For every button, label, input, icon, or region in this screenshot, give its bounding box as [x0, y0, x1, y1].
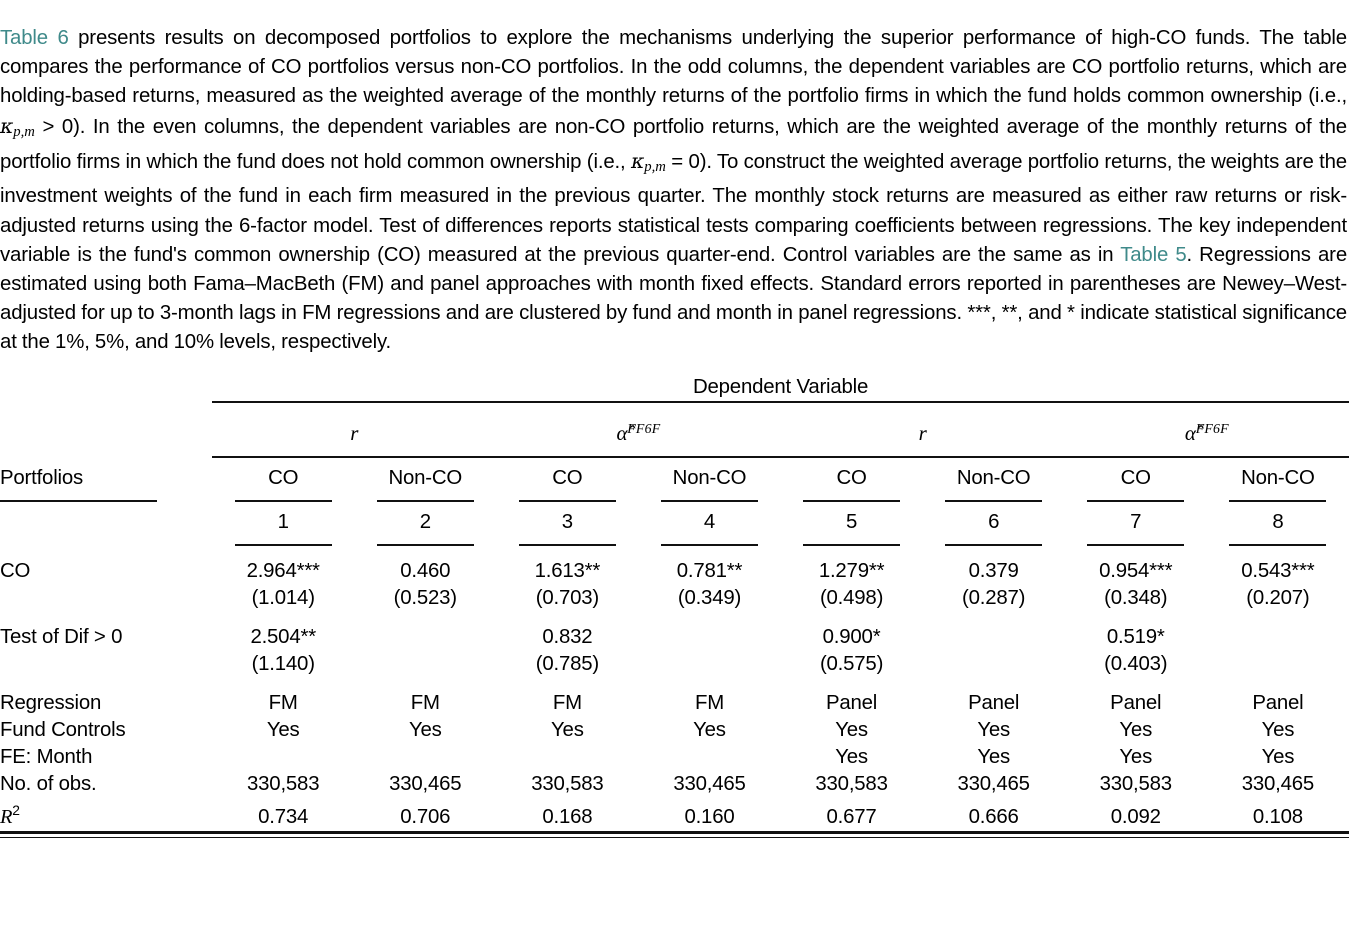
r-symbol-2: r — [918, 420, 927, 445]
regression-2: FM — [410, 691, 440, 714]
table-row — [0, 798, 1349, 833]
r-symbol-1: r — [350, 420, 359, 445]
column-rule-6 — [923, 536, 1065, 546]
group-rule-1 — [212, 448, 496, 458]
rsq-5: 0.677 — [826, 806, 877, 829]
alpha-hat-symbol-2: α̂$^{FF6F}$ — [1184, 420, 1229, 445]
testdif-se-4 — [638, 651, 780, 678]
column-number-1: 1 — [277, 510, 289, 533]
subheader-rule-3 — [496, 492, 638, 502]
bottom-rule — [0, 833, 1349, 838]
group-rule-2 — [496, 448, 780, 458]
subheader-col-6: Non-CO — [956, 466, 1031, 489]
subheader-col-3: CO — [552, 466, 583, 489]
regression-8: Panel — [1252, 691, 1304, 714]
table-6-link[interactable]: Table 6 — [0, 27, 69, 49]
table-row — [0, 771, 1349, 798]
column-rule-4 — [638, 536, 780, 546]
row-label-regression: Regression — [0, 691, 102, 714]
co-coef-7: 0.954*** — [1099, 559, 1173, 582]
group-rule-row — [0, 448, 1349, 458]
column-number-rule-row — [0, 536, 1349, 546]
regression-7: Panel — [1110, 691, 1162, 714]
group-header-alpha-ff6f-1 — [496, 415, 780, 448]
group-rule-3 — [781, 448, 1065, 458]
group-rule-4 — [1065, 448, 1349, 458]
table-row — [0, 717, 1349, 744]
regression-4: FM — [694, 691, 724, 714]
column-number-8: 8 — [1272, 510, 1284, 533]
subheader-col-7: CO — [1120, 466, 1151, 489]
co-se-5: (0.498) — [819, 586, 884, 609]
fundcontrols-6: Yes — [977, 718, 1010, 741]
kappa-subscript-1: p,m — [13, 123, 35, 140]
co-se-8: (0.207) — [1246, 586, 1310, 609]
spacer — [0, 458, 1349, 465]
subheader-rule-1 — [212, 492, 354, 502]
spacer — [0, 612, 1349, 624]
column-rule-8 — [1207, 536, 1349, 546]
results-table-wrapper — [0, 374, 1349, 839]
femonth-4 — [638, 744, 780, 771]
regression-5: Panel — [825, 691, 878, 714]
column-rule-2 — [354, 536, 496, 546]
rsq-1: 0.734 — [258, 806, 309, 829]
subheader-row — [0, 465, 1349, 492]
subheader-rule-6 — [923, 492, 1065, 502]
nobs-4: 330,465 — [673, 772, 746, 795]
row-label-no-of-obs: No. of obs. — [0, 772, 97, 795]
spacer — [0, 403, 1349, 415]
group-header-r-raw — [212, 415, 496, 448]
testdif-coef-4 — [638, 624, 780, 651]
portfolios-rule — [0, 492, 212, 502]
group-header-row — [0, 415, 1349, 448]
column-number-4: 4 — [703, 510, 716, 533]
alpha-hat-symbol-1: α̂$^{FF6F}$ — [616, 420, 661, 445]
dependent-variable-header-row — [0, 374, 1349, 402]
subheader-col-1: CO — [268, 466, 299, 489]
fundcontrols-3: Yes — [551, 718, 584, 741]
fundcontrols-1: Yes — [266, 718, 300, 741]
row-label-co: CO — [0, 559, 31, 582]
table-row — [0, 624, 1349, 651]
column-rule-1 — [212, 536, 354, 546]
femonth-6: Yes — [977, 745, 1010, 768]
fundcontrols-2: Yes — [408, 718, 442, 741]
table-row — [0, 744, 1349, 771]
table-row — [0, 585, 1349, 612]
co-coef-2: 0.460 — [400, 559, 451, 582]
group-header-alpha-ff6f-2 — [1065, 415, 1349, 448]
femonth-2 — [354, 744, 496, 771]
nobs-3: 330,583 — [531, 772, 604, 795]
row-label-fund-controls: Fund Controls — [0, 718, 126, 741]
table-bottom-rule-row — [0, 833, 1349, 838]
femonth-3 — [496, 744, 638, 771]
co-se-6: (0.287) — [962, 586, 1026, 609]
table-caption — [0, 0, 1349, 358]
row-label-r-squared — [0, 798, 212, 833]
table-5-link[interactable]: Table 5 — [1120, 243, 1187, 266]
testdif-se-7: (0.403) — [1104, 652, 1168, 675]
co-coef-6: 0.379 — [968, 559, 1019, 582]
fundcontrols-8: Yes — [1261, 718, 1295, 741]
co-se-2: (0.523) — [393, 586, 457, 609]
femonth-5: Yes — [835, 745, 868, 768]
nobs-5: 330,583 — [815, 772, 888, 795]
subheader-col-2: Non-CO — [388, 466, 463, 489]
co-coef-8: 0.543*** — [1241, 559, 1315, 582]
testdif-coef-6 — [923, 624, 1065, 651]
testdif-se-1: (1.140) — [251, 652, 315, 675]
testdif-coef-5: 0.900* — [822, 625, 881, 648]
co-coef-1: 2.964*** — [246, 559, 320, 582]
dependent-variable-header: Dependent Variable — [693, 375, 869, 398]
testdif-coef-1: 2.504** — [250, 625, 316, 648]
testdif-se-3: (0.785) — [535, 652, 599, 675]
co-se-1: (1.014) — [251, 586, 315, 609]
subheader-rule-2 — [354, 492, 496, 502]
kappa-subscript-2: p,m — [644, 159, 666, 176]
column-rule-3 — [496, 536, 638, 546]
rsq-6: 0.666 — [968, 806, 1019, 829]
column-number-6: 6 — [988, 510, 1000, 533]
nobs-6: 330,465 — [957, 772, 1030, 795]
caption-part-4: . Regressions are estimated using both Fama–MacBeth (FM) and panel approaches with month fixed effects. Standard errors reported in parentheses are Newey–West-adjusted for up to 3-month lags in FM regressions and are clustered by fund and month in panel regressions. ***, **, and * indicate statistical significance at the 1%, 5%, and 10% levels, respectively. — [0, 243, 1348, 354]
rsq-7: 0.092 — [1110, 806, 1161, 829]
co-coef-4: 0.781** — [676, 559, 743, 582]
caption-part-2: > 0). In the even columns, the dependent variables are non-CO portfolio returns, which are the weighted average of the monthly returns of the portfolio firms in which the fund does not hold common ownership (i.e., — [0, 115, 1347, 174]
femonth-1 — [212, 744, 354, 771]
rsq-8: 0.108 — [1252, 806, 1303, 829]
testdif-se-5: (0.575) — [819, 652, 884, 675]
results-table — [0, 374, 1349, 839]
regression-3: FM — [552, 691, 582, 714]
fundcontrols-4: Yes — [693, 718, 726, 741]
regression-6: Panel — [968, 691, 1020, 714]
subheader-col-5: CO — [836, 466, 867, 489]
column-number-5: 5 — [845, 510, 858, 533]
column-number-3: 3 — [561, 510, 573, 533]
nobs-7: 330,583 — [1099, 772, 1172, 795]
co-se-3: (0.703) — [535, 586, 599, 609]
column-number-row — [0, 509, 1349, 536]
regression-1: FM — [268, 691, 298, 714]
column-number-2: 2 — [419, 510, 431, 533]
group-header-r-panel — [781, 415, 1065, 448]
testdif-coef-8 — [1207, 624, 1349, 651]
r-squared-symbol: $R^2$ — [0, 802, 20, 829]
table-row — [0, 651, 1349, 678]
subheader-rule-row — [0, 492, 1349, 502]
nobs-2: 330,465 — [389, 772, 462, 795]
column-rule-5 — [781, 536, 923, 546]
testdif-se-6 — [923, 651, 1065, 678]
testdif-se-8 — [1207, 651, 1349, 678]
testdif-coef-7: 0.519* — [1106, 625, 1165, 648]
column-rule-7 — [1065, 536, 1207, 546]
row-label-test-of-dif: Test of Dif > 0 — [0, 625, 123, 648]
spacer — [0, 502, 1349, 509]
column-number-7: 7 — [1130, 510, 1142, 533]
kappa-symbol-1: κ — [0, 113, 14, 138]
subheader-rule-7 — [1065, 492, 1207, 502]
femonth-7: Yes — [1119, 745, 1153, 768]
testdif-coef-3: 0.832 — [542, 625, 593, 648]
spacer — [0, 546, 1349, 558]
subheader-col-4: Non-CO — [672, 466, 747, 489]
row-label-fe-month: FE: Month — [0, 745, 93, 768]
portfolios-header: Portfolios — [0, 466, 83, 489]
spacer — [0, 678, 1349, 690]
subheader-col-8: Non-CO — [1241, 466, 1315, 489]
nobs-8: 330,465 — [1241, 772, 1315, 795]
testdif-coef-2 — [354, 624, 496, 651]
testdif-se-2 — [354, 651, 496, 678]
co-coef-3: 1.613** — [534, 559, 601, 582]
subheader-rule-5 — [781, 492, 923, 502]
subheader-rule-4 — [638, 492, 780, 502]
subheader-rule-8 — [1207, 492, 1349, 502]
co-coef-5: 1.279** — [818, 559, 885, 582]
femonth-8: Yes — [1261, 745, 1295, 768]
co-se-4: (0.349) — [677, 586, 742, 609]
table-row — [0, 558, 1349, 585]
caption-part-3: = 0). To construct the weighted average portfolio returns, the weights are the investment weights of the fund in each firm measured in the previous quarter. The monthly stock returns are measured as either raw returns or risk-adjusted returns using the 6-factor model. Test of differences reports statistical tests comparing coefficients between regressions. The key independent variable is the fund's common ownership (CO) measured at the previous quarter-end. Control variables are the same as in — [0, 151, 1347, 266]
fundcontrols-7: Yes — [1119, 718, 1153, 741]
table-row — [0, 690, 1349, 717]
rsq-4: 0.160 — [684, 806, 735, 829]
co-se-7: (0.348) — [1104, 586, 1168, 609]
nobs-1: 330,583 — [247, 772, 320, 795]
rsq-2: 0.706 — [400, 806, 451, 829]
rsq-3: 0.168 — [542, 806, 593, 829]
fundcontrols-5: Yes — [835, 718, 868, 741]
caption-part-1: presents results on decomposed portfolios to explore the mechanisms underlying the superior performance of high-CO funds. The table compares the performance of CO portfolios versus non-CO portfolios. In the odd columns, the dependent variables are CO portfolio returns, which are holding-based returns, measured as the weighted average of the monthly returns of the portfolio firms in which the fund holds common ownership (i.e., — [0, 27, 1347, 108]
kappa-symbol-2: κ — [631, 149, 645, 174]
